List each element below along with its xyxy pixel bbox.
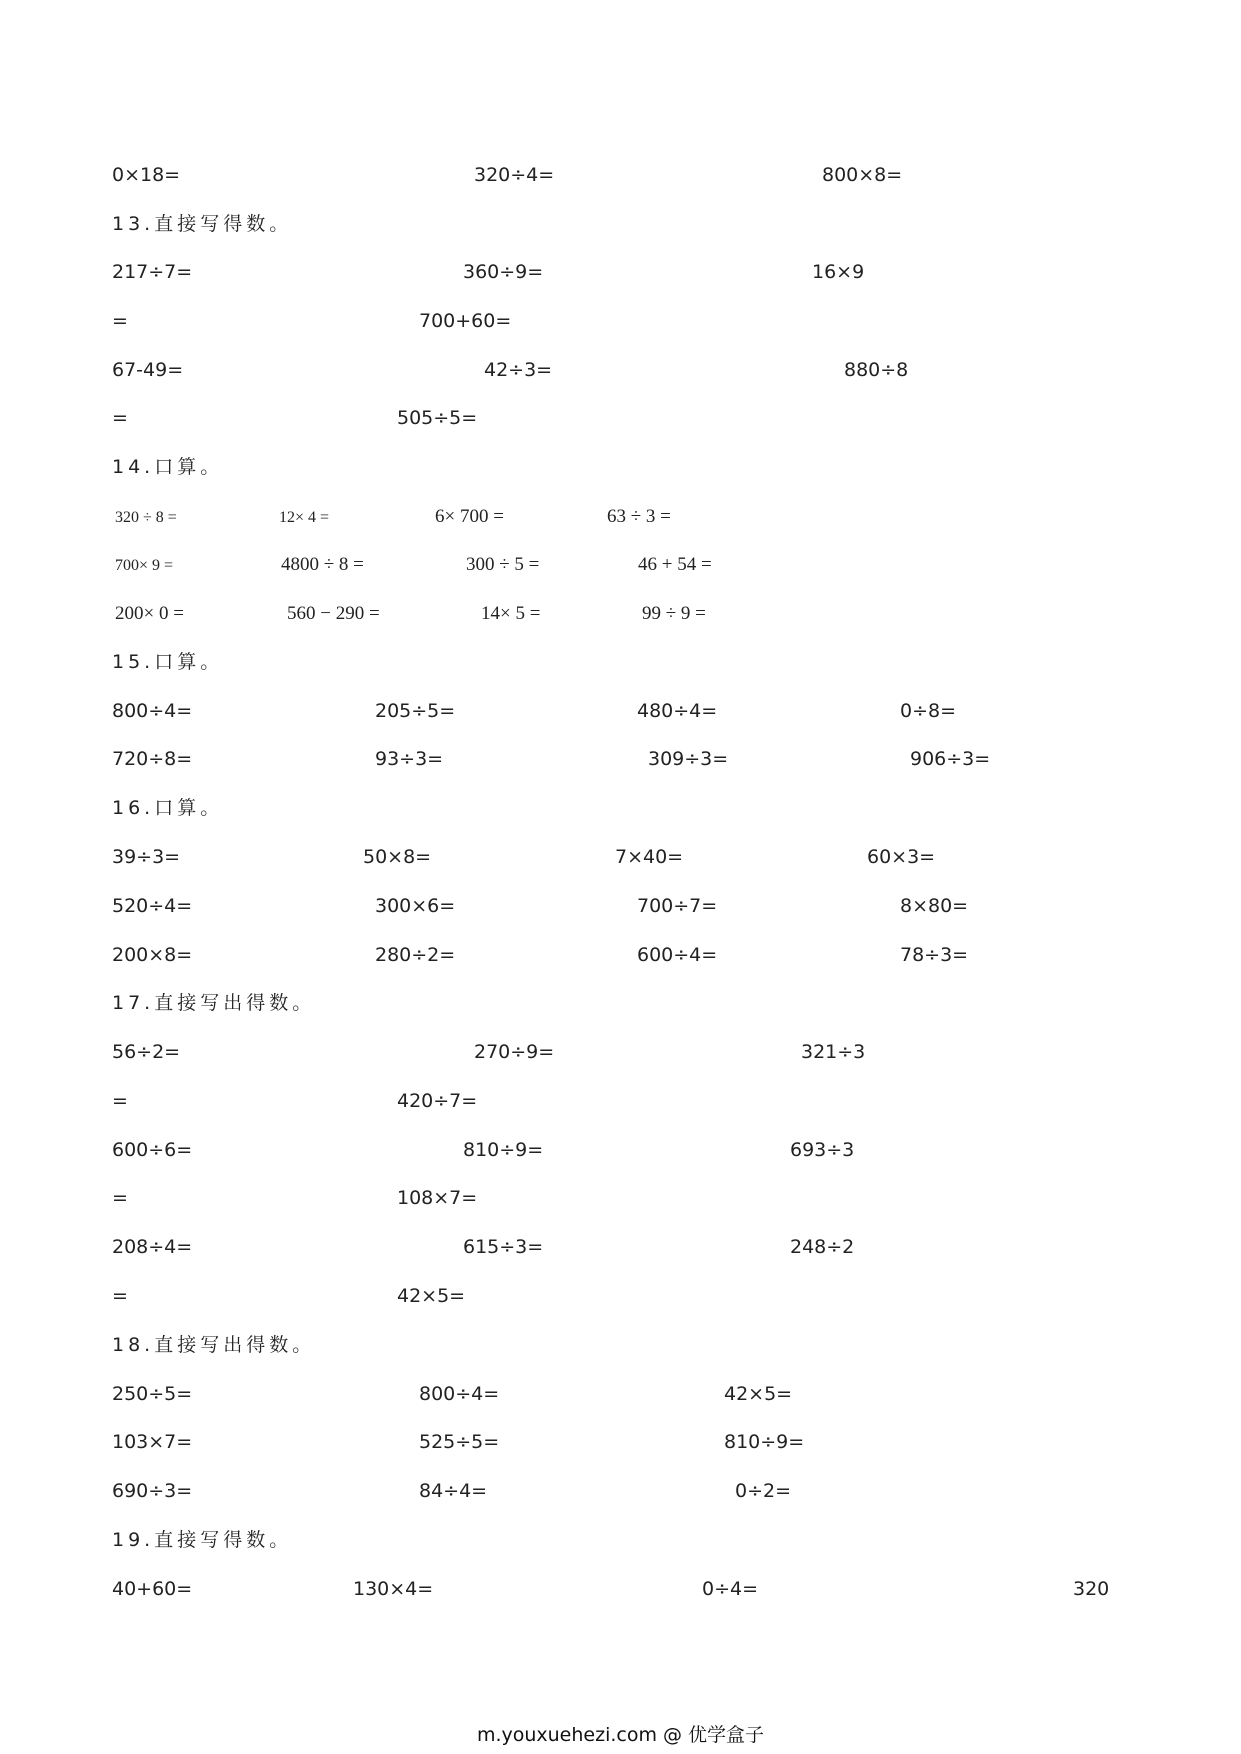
problem: 600÷6= — [112, 1139, 193, 1161]
problem: 525÷5= — [419, 1431, 500, 1453]
problem: 6× 700 = — [435, 506, 504, 527]
problem: 7×40= — [615, 846, 684, 868]
problem: 320 ÷ 8 = — [115, 509, 177, 526]
problem: 16×9 — [812, 261, 865, 283]
problem: 560 − 290 = — [287, 603, 380, 624]
problem: 39÷3= — [112, 846, 181, 868]
problem: 200×8= — [112, 944, 193, 966]
problem: 280÷2= — [375, 944, 456, 966]
problem: 46 + 54 = — [638, 554, 712, 575]
problem: 4800 ÷ 8 = — [281, 554, 364, 575]
problem: 40+60= — [112, 1578, 193, 1600]
problem: 300×6= — [375, 895, 456, 917]
problem: 800÷4= — [112, 700, 193, 722]
question-heading-16: 16.口算。 — [112, 797, 224, 819]
problem: 56÷2= — [112, 1041, 181, 1063]
question-heading-18: 18.直接写出得数。 — [112, 1334, 316, 1356]
problem: 60×3= — [867, 846, 936, 868]
problem: 693÷3 — [790, 1139, 855, 1161]
problem: = — [112, 1285, 128, 1307]
problem: 0×18= — [112, 164, 181, 186]
question-heading-19: 19.直接写得数。 — [112, 1529, 293, 1551]
problem: 130×4= — [353, 1578, 434, 1600]
problem: 0÷8= — [900, 700, 957, 722]
problem: 103×7= — [112, 1431, 193, 1453]
problem: 880÷8 — [844, 359, 909, 381]
problem: 810÷9= — [463, 1139, 544, 1161]
problem: 50×8= — [363, 846, 432, 868]
problem: 600÷4= — [637, 944, 718, 966]
question-heading-14: 14.口算。 — [112, 456, 224, 478]
problem: 810÷9= — [724, 1431, 805, 1453]
problem: 93÷3= — [375, 748, 444, 770]
question-heading-13: 13.直接写得数。 — [112, 213, 293, 235]
problem: 906÷3= — [910, 748, 991, 770]
problem: 14× 5 = — [481, 603, 541, 624]
problem: 800÷4= — [419, 1383, 500, 1405]
problem: 250÷5= — [112, 1383, 193, 1405]
problem: 63 ÷ 3 = — [607, 506, 671, 527]
problem: 520÷4= — [112, 895, 193, 917]
problem: = — [112, 1187, 128, 1209]
question-heading-17: 17.直接写出得数。 — [112, 992, 316, 1014]
problem: 309÷3= — [648, 748, 729, 770]
problem: 108×7= — [397, 1187, 478, 1209]
problem: 217÷7= — [112, 261, 193, 283]
problem: 0÷4= — [702, 1578, 759, 1600]
problem: 800×8= — [822, 164, 903, 186]
problem: 320÷4= — [474, 164, 555, 186]
problem: 480÷4= — [637, 700, 718, 722]
problem: 700× 9 = — [115, 557, 174, 574]
problem: 700+60= — [419, 310, 512, 332]
problem: 0÷2= — [735, 1480, 792, 1502]
problem: = — [112, 310, 128, 332]
problem: 270÷9= — [474, 1041, 555, 1063]
problem: 420÷7= — [397, 1090, 478, 1112]
problem: 84÷4= — [419, 1480, 488, 1502]
problem: 700÷7= — [637, 895, 718, 917]
problem: 12× 4 = — [279, 509, 330, 526]
problem: 42×5= — [724, 1383, 793, 1405]
problem: 8×80= — [900, 895, 969, 917]
problem: 321÷3 — [801, 1041, 866, 1063]
problem: 360÷9= — [463, 261, 544, 283]
problem: 320 — [1073, 1578, 1110, 1600]
problem: 300 ÷ 5 = — [466, 554, 540, 575]
problem: = — [112, 407, 128, 429]
problem: 99 ÷ 9 = — [642, 603, 706, 624]
problem: 208÷4= — [112, 1236, 193, 1258]
problem: 42×5= — [397, 1285, 466, 1307]
problem: 205÷5= — [375, 700, 456, 722]
footer-watermark: m.youxuehezi.com @ 优学盒子 — [476, 1724, 765, 1746]
problem: 78÷3= — [900, 944, 969, 966]
problem: 67-49= — [112, 359, 184, 381]
problem: 248÷2 — [790, 1236, 855, 1258]
question-heading-15: 15.口算。 — [112, 651, 224, 673]
problem: = — [112, 1090, 128, 1112]
problem: 200× 0 = — [115, 603, 184, 624]
problem: 720÷8= — [112, 748, 193, 770]
problem: 505÷5= — [397, 407, 478, 429]
problem: 690÷3= — [112, 1480, 193, 1502]
problem: 615÷3= — [463, 1236, 544, 1258]
problem: 42÷3= — [484, 359, 553, 381]
